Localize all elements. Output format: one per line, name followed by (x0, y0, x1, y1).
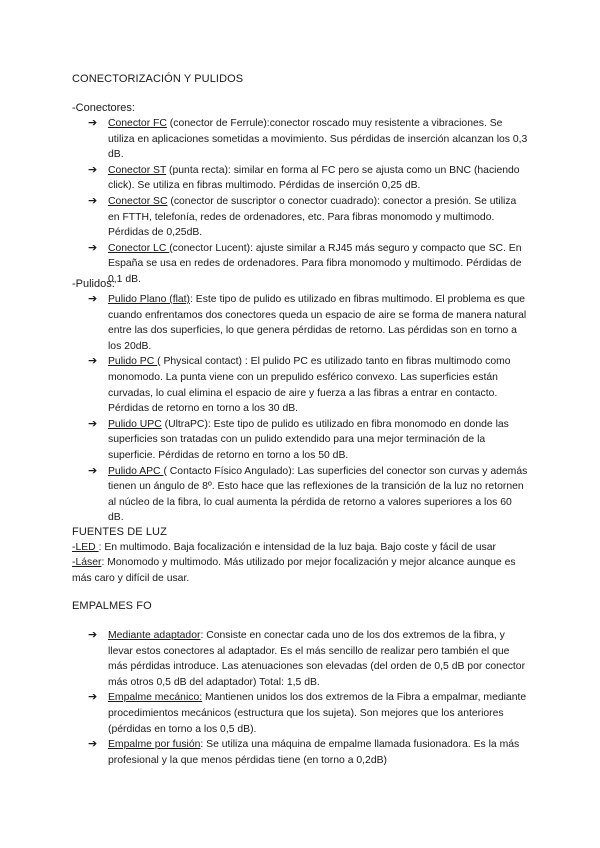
item-term: Mediante adaptador (108, 630, 201, 641)
arrow-bullet-icon: ➔ (88, 117, 98, 129)
item-text: : Se utiliza una máquina de empalme llamada fusionadora. Es la más profesional y la que menos pérdidas tiene (en torno a 0,2dB) (108, 739, 520, 766)
item-text: Mantienen unidos los dos extremos de la Fibra a empalmar, mediante procedimientos mecánicos (estructura que los sujeta). Son mejores que los anteriores (pérdidas en torno a los 0,5 dB). (108, 692, 527, 735)
arrow-bullet-icon: ➔ (88, 629, 98, 641)
item-term: Pulido Plano (flat) (108, 294, 191, 305)
list-item (0, 690, 528, 737)
list-item (0, 163, 528, 194)
fuentes-led (72, 540, 532, 556)
item-term: Pulido UPC (108, 418, 162, 430)
section-title-fuentes: FUENTES DE LUZ (72, 526, 167, 538)
arrow-bullet-icon: ➔ (88, 293, 98, 305)
item-term: Conector SC (108, 195, 168, 207)
laser-term: -Láser (72, 557, 102, 568)
pulidos-label: -Pulidos: (72, 278, 115, 290)
item-term: Conector LC (108, 242, 170, 254)
arrow-bullet-icon: ➔ (88, 355, 98, 368)
list-item (0, 292, 528, 354)
arrow-bullet-icon: ➔ (88, 163, 98, 176)
item-text: ( Contacto Físico Angulado): Las superficies del conector son curvas y además tienen un ángulo de 8º. Esto hace que las reflexiones de la transición de la luz no retornen al núcleo de la fibra, lo cual aumenta la pérdida de retorno a valores superiores a los 60 dB. (108, 465, 528, 524)
arrow-bullet-icon: ➔ (88, 417, 98, 430)
arrow-bullet-icon: ➔ (88, 464, 98, 477)
list-item (0, 464, 528, 526)
item-text: (punta recta): similar en forma al FC pero se ajusta como un BNC (haciendo click). Se utiliza en fibras multimodo. Pérdidas de inserción 0,25 dB. (108, 164, 520, 192)
list-item (0, 354, 528, 416)
item-text: : Este tipo de pulido es utilizado en fibras multimodo. El problema es que cuando enfrentamos dos conectores queda un espacio de aire se forma de manera natural entre las dos superficies, lo que genera pérdidas de retorno. Las pérdidas son en torno a los 20dB. (108, 294, 527, 352)
empalmes-list (0, 628, 600, 768)
conectores-list (0, 116, 600, 288)
arrow-bullet-icon: ➔ (88, 738, 98, 751)
item-text: (conector Lucent): ajuste similar a RJ45 más seguro y compacto que SC. En España se usa en redes de ordenadores. Para fibra monomodo y multimodo. Pérdidas de 0,1 dB. (108, 242, 522, 285)
item-term: Conector ST (108, 164, 167, 176)
list-item (0, 194, 528, 241)
list-item (0, 116, 528, 163)
pulidos-list (0, 292, 600, 526)
fuentes-laser (72, 555, 532, 586)
list-item (0, 417, 528, 464)
led-text: : En multimodo. Baja focalización e intensidad de la luz baja. Bajo coste y fácil de usar (98, 542, 496, 553)
arrow-bullet-icon: ➔ (88, 241, 98, 254)
list-item (0, 628, 528, 690)
section-title-empalmes: EMPALMES FO (72, 600, 152, 612)
item-text: ( Physical contact) : El pulido PC es utilizado tanto en fibras multimodo como monomodo. La punta viene con un prepulido esférico convexo. Las superficies están curvadas, lo cual elimina el espacio de aire y fuerza a las fibras a entrar en contacto. Pérdidas de retorno en torno a los 30 dB. (108, 356, 511, 415)
item-text: (conector de suscriptor o conector cuadrado): conector a presión. Se utiliza en FTTH, telefonía, redes de ordenadores, etc. Para fibras monomodo y multimodo. Pérdidas de 0,25dB. (108, 195, 517, 239)
item-term: Pulido PC (108, 356, 158, 368)
laser-text: : Monomodo y multimodo. Más utilizado por mejor focalización y mejor alcance aunque es más caro y difícil de usar. (72, 557, 516, 584)
item-term: Conector FC (108, 118, 167, 129)
arrow-bullet-icon: ➔ (88, 691, 98, 704)
item-term: Pulido APC (108, 465, 164, 477)
item-text: : Consiste en conectar cada uno de los dos extremos de la fibra, y llevar estos conectores al adaptador. Es el más sencillo de realizar pero también el que más pérdidas introduce. Las atenuaciones son elevadas (del orden de 0,5 dB por conector más otros 0,5 dB del adaptador) Total: 1,5 dB. (108, 630, 526, 688)
section-title-conectorizacion: CONECTORIZACIÓN Y PULIDOS (72, 73, 244, 85)
item-text: (UltraPC): Este tipo de pulido es utilizado en fibra monomodo en donde las superficies son tratadas con un pulido extendido para una mejor terminación de la superficie. Pérdidas de retorno en torno a los 50 dB. (108, 418, 509, 461)
led-term: -LED (72, 542, 99, 553)
item-term: Empalme por fusión (108, 739, 201, 751)
conectores-label: -Conectores: (72, 102, 135, 114)
item-text: (conector de Ferrule):conector roscado muy resistente a vibraciones. Se utiliza en aplicaciones sometidas a movimiento. Sus pérdidas de inserción alcanzan los 0,3 dB. (108, 118, 528, 161)
arrow-bullet-icon: ➔ (88, 194, 98, 207)
item-term: Empalme mecánico: (108, 692, 203, 704)
list-item (0, 737, 528, 768)
